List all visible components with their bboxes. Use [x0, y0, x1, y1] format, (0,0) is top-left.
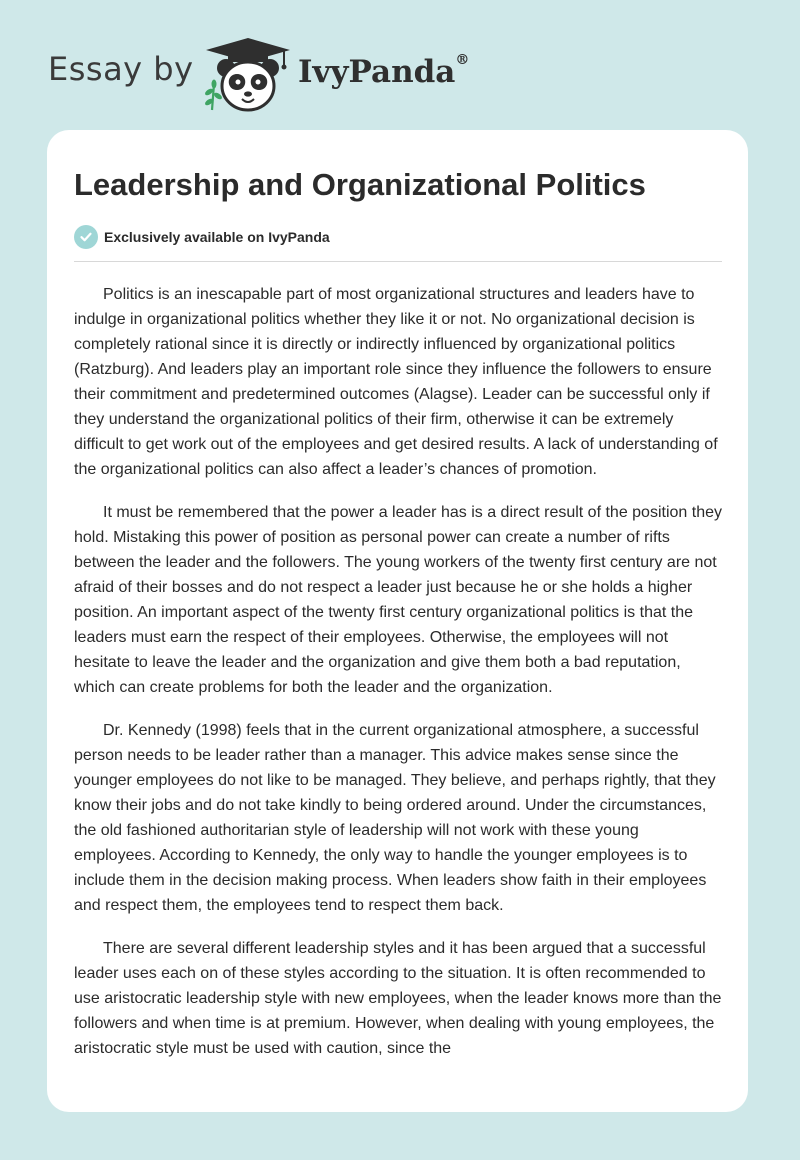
article-card — [47, 130, 748, 1112]
exclusive-badge — [74, 224, 722, 250]
brand-name[interactable] — [298, 54, 469, 90]
site-header — [0, 0, 800, 130]
essay-by-label: Essay by — [48, 50, 194, 88]
registered-mark: ® — [455, 52, 470, 68]
panda-logo-icon[interactable] — [200, 36, 296, 112]
page-title: Leadership and Organizational Politics — [74, 167, 646, 202]
paragraph: Dr. Kennedy (1998) feels that in the current organizational atmosphere, a successful person needs to be leader rather than a manager. This advice makes sense since the younger employees do not like to be managed. They believe, and perhaps rightly, that they know their jobs and do not take kindly to being ordered around. Under the circumstances, the old fashioned authoritarian style of leadership will not work with these young employees. According to Kennedy, the only way to handle the younger employees is to include them in the decision making process. When leaders show faith in their employees and respect them, the employees tend to respect them back. — [74, 722, 716, 914]
brand-text: IvyPanda — [298, 54, 456, 90]
divider — [74, 261, 722, 262]
paragraph: Politics is an inescapable part of most organizational structures and leaders have to indulge in organizational politics whether they like it or not. No organizational decision is completely rational since it is directly or indirectly influenced by organizational politics (Ratzburg). And leaders play an important role since they influence the followers to ensure their commitment and predetermined outcomes (Alagse). Leader can be successful only if they understand the organizational politics of their firm, otherwise it can be extremely difficult to get work out of the employees and get desired results. A lack of understanding of the organizational politics can also affect a leader’s chances of promotion. — [74, 286, 718, 478]
paragraph: It must be remembered that the power a leader has is a direct result of the position they hold. Mistaking this power of position as personal power can create a number of rifts between the leader and the followers. The young workers of the twenty first century are not afraid of their bosses and do not respect a leader just because he or she holds a higher position. An important aspect of the twenty first century organizational politics is that the leaders must earn the respect of their employees. Otherwise, the employees will not hesitate to leave the leader and the organization and give them both a bad reputation, which can create problems for both the leader and the organization. — [74, 504, 722, 696]
article-body — [74, 282, 722, 1061]
paragraph: There are several different leadership styles and it has been argued that a successful leader uses each on of these styles according to the situation. It is often recommended to use aristocratic leadership style with new employees, when the leader knows more than the followers and when time is at premium. However, when dealing with young employees, the aristocratic style must be used with caution, since the — [74, 940, 722, 1057]
exclusive-label: Exclusively available on IvyPanda — [104, 229, 330, 245]
check-icon — [74, 225, 98, 249]
